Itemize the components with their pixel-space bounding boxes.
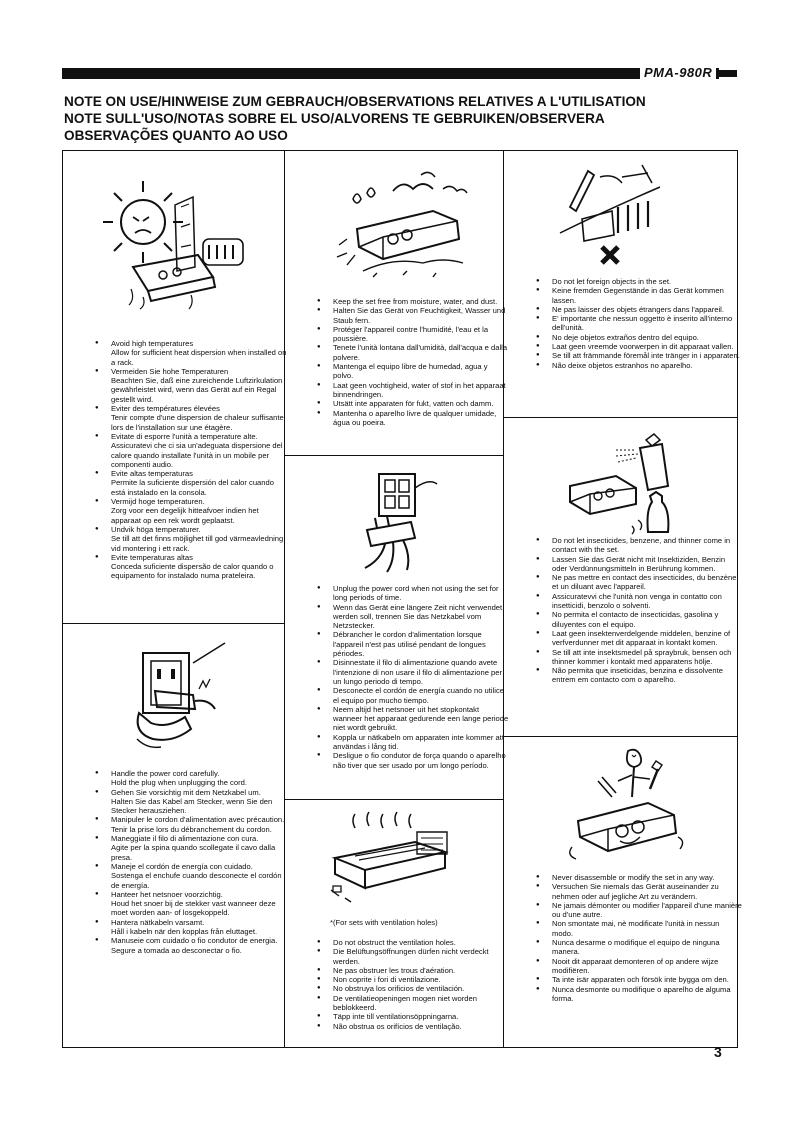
list-item: ● Ne pas mettre en contact des insecticides, du benzène et un diluant avec l'appareil.	[552, 573, 742, 592]
model-label: PMA-980R	[640, 65, 716, 81]
list-item: ● Se till att inte insektsmedel på spraybruk, bensen och thinner kommer i kontakt med apparatens hölje.	[552, 648, 742, 667]
list-item: ● Maneggiate il filo di alimentazione con cura. Agite per la spina quando scollegate il cavo dalla presa.	[111, 834, 289, 862]
ventilation-holes-icon	[325, 812, 465, 904]
list-item: ● Desligue o fio condutor de força quando o aparelho não tiver que ser usado por um longo período.	[333, 751, 509, 770]
list-item: ● Hanteer het netsnoer voorzichtig. Houd het snoer bij de stekker vast wanneer deze moet worden aan- of losgekoppeld.	[111, 890, 289, 918]
list-item: ● Keep the set free from moisture, water, and dust.	[333, 297, 509, 306]
list-item: ● Never disassemble or modify the set in any way.	[552, 873, 742, 882]
list-item: ● Laat geen vochtigheid, water of stof in het apparaat binnendringen.	[333, 381, 509, 400]
list-item: ● Unplug the power cord when not using the set for long periods of time.	[333, 584, 509, 603]
page-title	[64, 93, 744, 144]
title-line: NOTE ON USE/HINWEISE ZUM GEBRAUCH/OBSERVATIONS RELATIVES A L'UTILISATION	[64, 94, 646, 109]
list-item: ● Manuseie com cuidado o fio condutor de energia. Segure a tomada ao desconectar o fio.	[111, 936, 289, 955]
list-item: ● Lassen Sie das Gerät nicht mit Insektiziden, Benzin oder Verdünnungsmitteln in Berührung kommen.	[552, 555, 742, 574]
header-rule	[62, 68, 719, 79]
list-item: ● Laat geen insektenverdelgende middelen, benzine of verfverdunner met dit apparaat in kontakt komen.	[552, 629, 742, 648]
list-item: ● Ne jamais démonter ou modifier l'appareil d'une manière ou d'une autre.	[552, 901, 742, 920]
list-item: ● Non coprite i fori di ventilazione.	[333, 975, 509, 984]
list-item: ● Assicuratevvi che l'unità non venga in contatto con insetticidi, benzolo o solventi.	[552, 592, 742, 611]
list-item: ● Die Belüftungsöffnungen dürfen nicht verdeckt werden.	[333, 947, 509, 966]
list-item: ● No obstruya los orificios de ventilación.	[333, 984, 509, 993]
list-item: ● Neem altijd het netsnoer uit het stopkontakt wanneer het apparaat gedurende een lange periode niet wordt gebruikt.	[333, 705, 509, 733]
list-item: ● Ne pas laisser des objets étrangers dans l'appareil.	[552, 305, 742, 314]
list-item: ● Evite temperaturas altas Conceda suficiente dispersão de calor quando o equipamento for instalado numa prateleira.	[111, 553, 289, 581]
list-item: ● Vermeiden Sie hohe Temperaturen Beachten Sie, daß eine zureichende Luftzirkulation gewährleistet wird, wenn das Gerät auf ein Regal gestellt wird.	[111, 367, 289, 404]
spray-can-icon	[556, 430, 686, 542]
list-item: ● Koppla ur nätkabeln om apparaten inte kommer att användas i lång tid.	[333, 733, 509, 752]
list-item: ● No deje objetos extraños dentro del equipo.	[552, 333, 742, 342]
list-item: ● Não permita que inseticidas, benzina e dissolvente entrem em contacto com o aparelho.	[552, 666, 742, 685]
list-item: ● No permita el contacto de insecticidas, gasolina y diluyentes con el equipo.	[552, 610, 742, 629]
list-item: ● Nooit dit apparaat demonteren of op andere wijze modifiëren.	[552, 957, 742, 976]
unplug-section	[285, 456, 509, 799]
unplug-notes	[315, 584, 509, 770]
foreign-objects-section	[504, 151, 738, 417]
heat-section	[63, 151, 287, 623]
list-item: ● Ta inte isär apparaten och försök inte bygga om den.	[552, 975, 742, 984]
plug-outlet-icon	[133, 643, 233, 753]
list-item: ● Mantenha o aparelho livre de qualquer umidade, água ou poeira.	[333, 409, 509, 428]
list-item: ● E' importante che nessun oggetto è inserito all'interno dell'unità.	[552, 314, 742, 333]
list-item: ● Nunca desmonte ou modifique o aparelho de alguma forma.	[552, 985, 742, 1004]
list-item: ● Se till att främmande föremål inte tränger in i apparaten.	[552, 351, 742, 360]
list-item: ● Laat geen vreemde voorwerpen in dit apparaat vallen.	[552, 342, 742, 351]
title-line: NOTE SULL'USO/NOTAS SOBRE EL USO/ALVORENS TE GEBRUIKEN/OBSERVERA	[64, 111, 605, 126]
list-item: ● Täpp inte till ventilationsöppningarna.	[333, 1012, 509, 1021]
unplugged-cord-icon	[349, 468, 449, 578]
list-item: ● Evitate di esporre l'unità a temperature alte. Assicuratevi che ci sia un'adeguata dispersione del calore quando installate l'unità in un mobile per componenti audio.	[111, 432, 289, 469]
list-item: ● Wenn das Gerät eine längere Zeit nicht verwendet werden soll, trennen Sie das Netzkabel vom Netzstecker.	[333, 603, 509, 631]
cord-notes	[93, 769, 289, 955]
list-item: ● Manipuler le cordon d'alimentation avec précaution. Tenir la prise lors du débranchement du cordon.	[111, 815, 289, 834]
list-item: ● Disinnestate il filo di alimentazione quando avete l'intenzione di non usare il filo di alimentazione per un lungo periodo di tempo.	[333, 658, 509, 686]
sun-heat-icon	[103, 167, 253, 317]
list-item: ● Undvik höga temperaturer. Se till att det finns möjlighet till god värmeavledning vid montering i ett rack.	[111, 525, 289, 553]
list-item: ● Não deixe objetos estranhos no aparelho.	[552, 361, 742, 370]
disassemble-notes	[534, 873, 742, 1003]
insecticide-notes	[534, 536, 742, 685]
list-item: ● Keine fremden Gegenstände in das Gerät kommen lassen.	[552, 286, 742, 305]
list-item: ● De ventilatieopeningen mogen niet worden beblokkeerd.	[333, 994, 509, 1013]
list-item: ● Non smontate mai, nè modificate l'unità in nessun modo.	[552, 919, 742, 938]
list-item: ● Do not let foreign objects in the set.	[552, 277, 742, 286]
list-item: ● Avoid high temperatures Allow for sufficient heat dispersion when installed on a rack.	[111, 339, 289, 367]
list-item: ● Utsätt inte apparaten för fukt, vatten och damm.	[333, 399, 509, 408]
list-item: ● Não obstrua os orifícios de ventilação.	[333, 1022, 509, 1031]
list-item: ● Nunca desarme o modifique el equipo de ninguna manera.	[552, 938, 742, 957]
list-item: ● Tenete l'unità lontana dall'umidità, dall'acqua e dalla polvere.	[333, 343, 509, 362]
moisture-section	[285, 151, 508, 455]
ventilation-caption: *(For sets with ventilation holes)	[330, 918, 438, 927]
list-item: ● Desconecte el cordón de energía cuando no utilice el equipo por mucho tiempo.	[333, 686, 509, 705]
list-item: ● Evite altas temperaturas Permite la suficiente dispersión del calor cuando está instalado en la consola.	[111, 469, 289, 497]
list-item: ● Do not let insecticides, benzene, and thinner come in contact with the set.	[552, 536, 742, 555]
screwdriver-disassemble-icon	[558, 747, 688, 867]
list-item: ● Gehen Sie vorsichtig mit dem Netzkabel um. Halten Sie das Kabel am Stecker, wenn Sie den Stecker herausziehen.	[111, 788, 289, 816]
foreign-objects-icon	[552, 163, 672, 271]
list-item: ● Eviter des températures élevées Tenir compte d'une dispersion de chaleur suffisante lors de l'installation sur une étagère.	[111, 404, 289, 432]
list-item: ● Halten Sie das Gerät von Feuchtigkeit, Wasser und Staub fern.	[333, 306, 509, 325]
list-item: ● Do not obstruct the ventilation holes.	[333, 938, 509, 947]
ventilation-notes	[315, 938, 509, 1031]
list-item: ● Versuchen Sie niemals das Gerät auseinander zu nehmen oder auf jegliche Art zu verändern.	[552, 882, 742, 901]
list-item: ● Ne pas obstruer les trous d'aération.	[333, 966, 509, 975]
list-item: ● Débrancher le cordon d'alimentation lorsque l'appareil n'est pas utilisé pendant de longues périodes.	[333, 630, 509, 658]
list-item: ● Handle the power cord carefully. Hold the plug when unplugging the cord.	[111, 769, 289, 788]
page-number: 3	[714, 1044, 722, 1060]
insecticide-section	[504, 418, 738, 736]
list-item: ● Mantenga el equipo libre de humedad, agua y polvo.	[333, 362, 509, 381]
list-item: ● Vermijd hoge temperaturen. Zorg voor een degelijk hitteafvoer indien het apparaat op een rek wordt geplaatst.	[111, 497, 289, 525]
list-item: ● Maneje el cordón de energía con cuidado. Sostenga el enchufe cuando desconecte el cordón de energía.	[111, 862, 289, 890]
list-item: ● Protéger l'appareil contre l'humidité, l'eau et la poussière.	[333, 325, 509, 344]
ventilation-section	[285, 800, 503, 1049]
disassemble-section	[504, 737, 742, 1049]
list-item: ● Hantera nätkabeln varsamt. Håll i kabeln när den kopplas från eluttaget.	[111, 918, 289, 937]
title-line: OBSERVAÇÕES QUANTO AO USO	[64, 128, 288, 143]
heat-notes	[93, 339, 289, 581]
moisture-notes	[315, 297, 509, 427]
cord-section	[63, 623, 284, 1049]
water-dust-icon	[333, 165, 483, 281]
foreign-notes	[534, 277, 742, 370]
header-rule-tail	[719, 70, 737, 77]
notes-grid	[62, 150, 742, 1048]
